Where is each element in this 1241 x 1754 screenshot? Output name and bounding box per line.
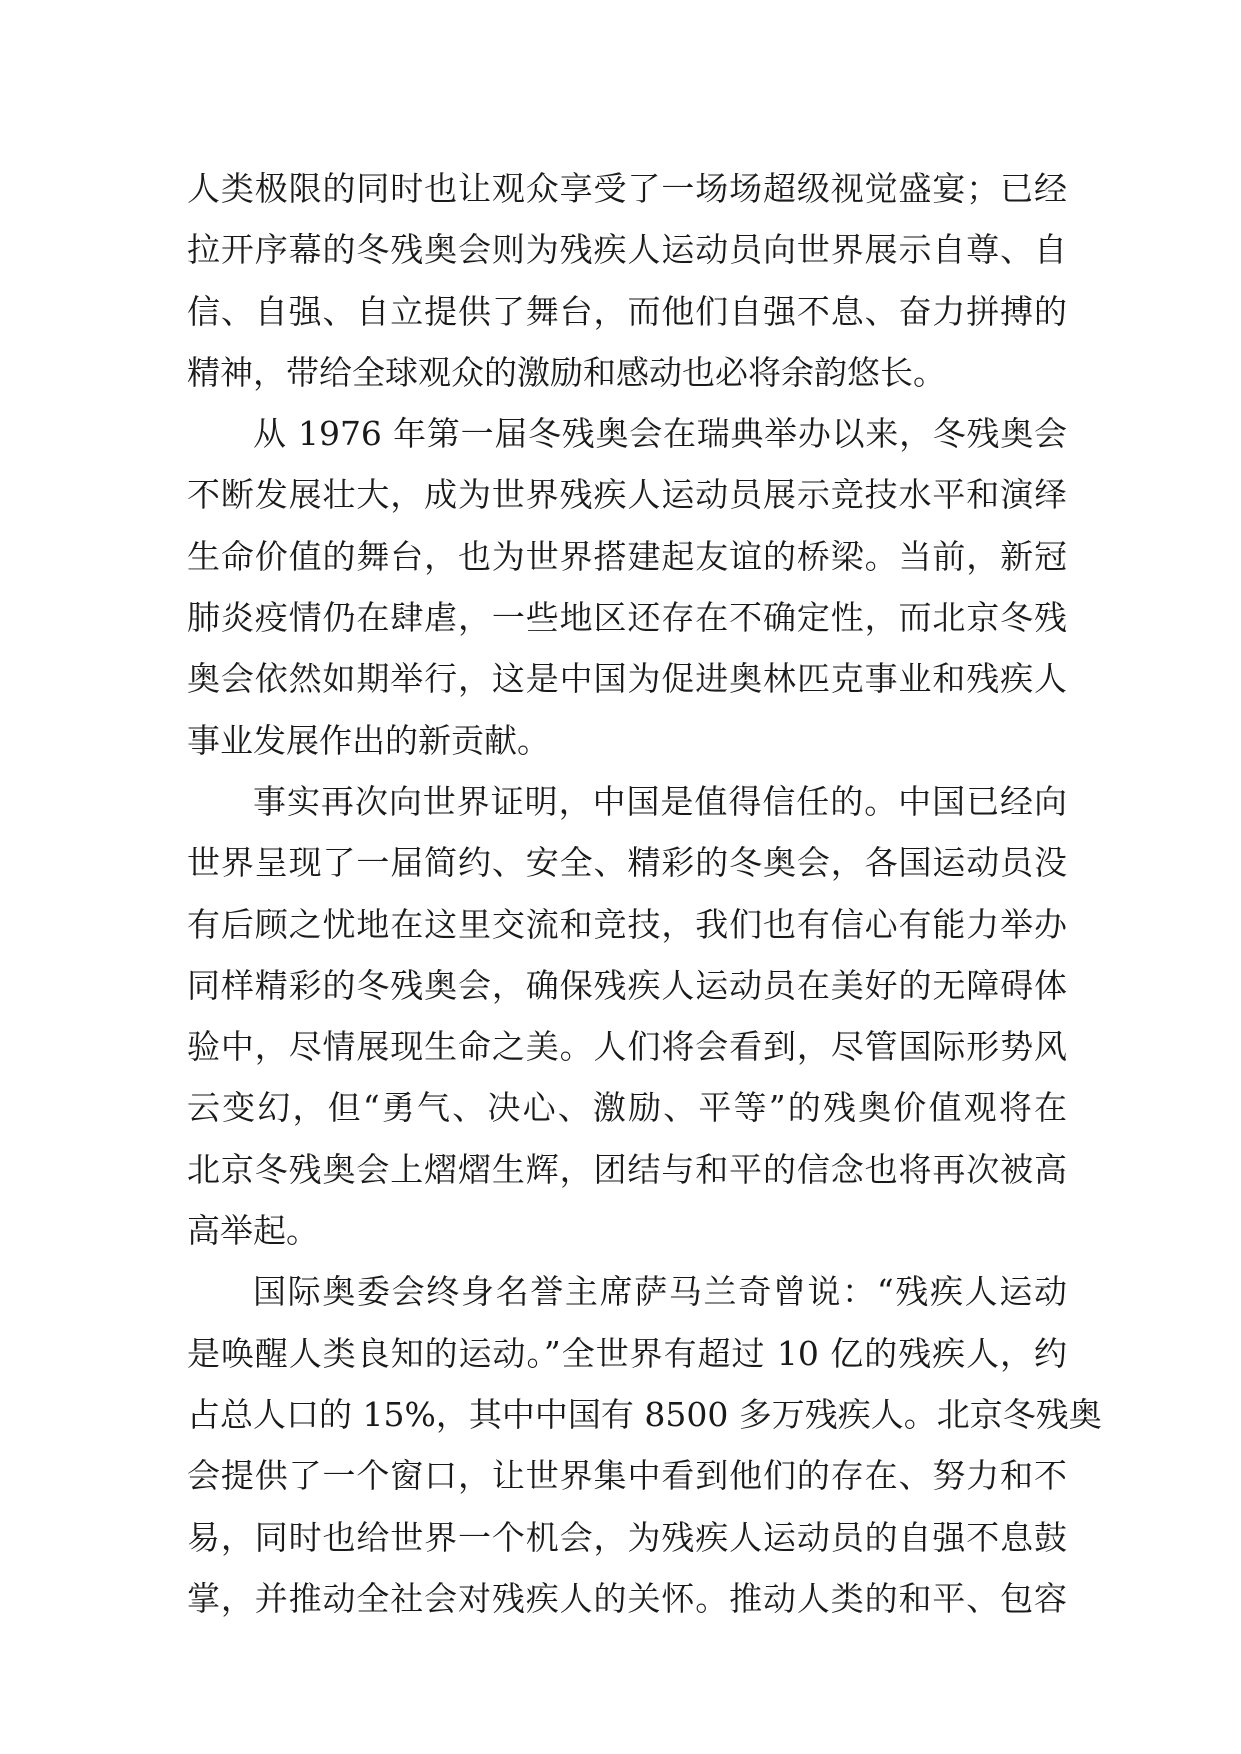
text-line: 信、自强、自立提供了舞台，而他们自强不息、奋力拼搏的 xyxy=(187,291,1067,331)
text-line: 不断发展壮大，成为世界残疾人运动员展示竞技水平和演绎 xyxy=(187,475,1067,515)
text-line: 奥会依然如期举行，这是中国为促进奥林匹克事业和残疾人 xyxy=(187,659,1067,699)
text-line: 同样精彩的冬残奥会，确保残疾人运动员在美好的无障碍体 xyxy=(187,965,1067,1005)
text-line: 事业发展作出的新贡献。 xyxy=(187,720,550,760)
article-body xyxy=(187,158,1102,1629)
text-line: 从 1976 年第一届冬残奥会在瑞典举办以来，冬残奥会 xyxy=(253,414,1067,454)
text-line: 国际奥委会终身名誉主席萨马兰奇曾说：“残疾人运动 xyxy=(253,1272,1067,1312)
text-line: 会提供了一个窗口，让世界集中看到他们的存在、努力和不 xyxy=(187,1456,1067,1496)
text-line: 北京冬残奥会上熠熠生辉，团结与和平的信念也将再次被高 xyxy=(187,1149,1067,1189)
text-line: 生命价值的舞台，也为世界搭建起友谊的桥梁。当前，新冠 xyxy=(187,536,1067,576)
text-line: 掌，并推动全社会对残疾人的关怀。推动人类的和平、包容 xyxy=(187,1578,1067,1618)
text-line: 占总人口的 15%，其中中国有 8500 多万残疾人。北京冬残奥 xyxy=(187,1394,1102,1434)
text-line: 有后顾之忧地在这里交流和竞技，我们也有信心有能力举办 xyxy=(187,904,1067,944)
text-line: 肺炎疫情仍在肆虐，一些地区还存在不确定性，而北京冬残 xyxy=(187,598,1067,638)
text-line: 事实再次向世界证明，中国是值得信任的。中国已经向 xyxy=(253,781,1067,821)
text-line: 人类极限的同时也让观众享受了一场场超级视觉盛宴；已经 xyxy=(187,169,1067,208)
text-line: 易，同时也给世界一个机会，为残疾人运动员的自强不息鼓 xyxy=(187,1517,1067,1557)
text-line: 世界呈现了一届简约、安全、精彩的冬奥会，各国运动员没 xyxy=(187,843,1067,883)
text-line: 高举起。 xyxy=(187,1211,319,1251)
text-line: 拉开序幕的冬残奥会则为残疾人运动员向世界展示自尊、自 xyxy=(187,230,1067,270)
text-line: 是唤醒人类良知的运动。”全世界有超过 10 亿的残疾人，约 xyxy=(187,1333,1067,1373)
text-line: 验中，尽情展现生命之美。人们将会看到，尽管国际形势风 xyxy=(187,1027,1067,1067)
text-line: 云变幻，但“勇气、决心、激励、平等”的残奥价值观将在 xyxy=(187,1088,1067,1128)
text-line: 精神，带给全球观众的激励和感动也必将余韵悠长。 xyxy=(187,352,946,392)
